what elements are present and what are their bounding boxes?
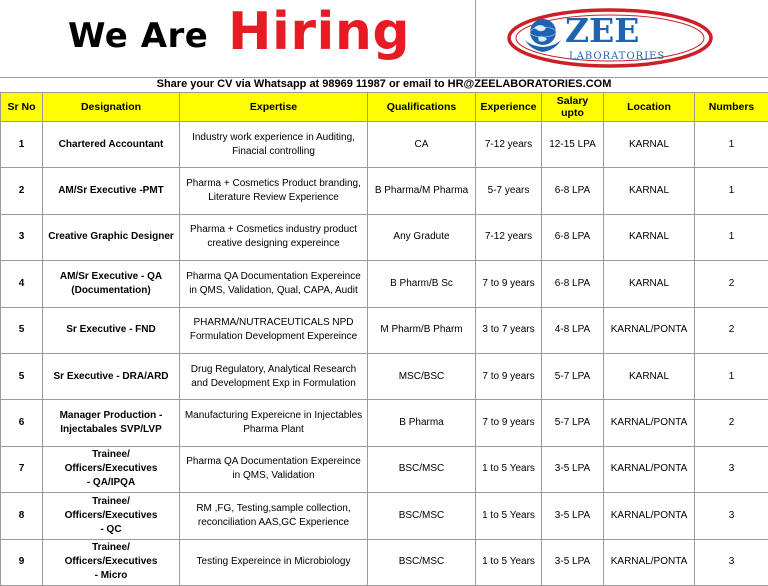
cell-sr-no: 9 bbox=[1, 539, 43, 585]
cell-experience: 7 to 9 years bbox=[476, 261, 542, 307]
table-header-row bbox=[1, 93, 768, 122]
col-expertise: Expertise bbox=[180, 93, 368, 122]
cell-designation-line: Trainee/ Officers/Executives bbox=[64, 542, 158, 568]
cell-expertise bbox=[180, 400, 368, 446]
cell-salary: 4-8 LPA bbox=[542, 307, 604, 353]
cell-designation bbox=[43, 493, 180, 539]
col-qualifications: Qualifications bbox=[368, 93, 476, 122]
col-designation: Designation bbox=[43, 93, 180, 122]
cell-designation-line: AM/Sr Executive -PMT bbox=[58, 185, 164, 197]
cell-expertise bbox=[180, 539, 368, 585]
cell-salary: 5-7 LPA bbox=[542, 400, 604, 446]
zee-laboratories-logo bbox=[505, 4, 715, 72]
cell-expertise bbox=[180, 122, 368, 168]
cell-expertise-line: Pharma QA Documentation Expereince bbox=[186, 270, 361, 282]
cell-qualification: BSC/MSC bbox=[368, 446, 476, 492]
cell-location: KARNAL bbox=[604, 214, 695, 260]
cell-expertise-line: Testing Expereince in Microbiology bbox=[196, 556, 351, 568]
cell-expertise-line: in QMS, Validation, Qual, CAPA, Audit bbox=[189, 284, 358, 296]
cell-expertise-line: PHARMA/NUTRACEUTICALS NPD bbox=[193, 317, 354, 329]
cell-expertise-line: RM ,FG, Testing,sample collection, bbox=[196, 502, 351, 514]
cell-sr-no: 1 bbox=[1, 122, 43, 168]
cell-qualification: CA bbox=[368, 122, 476, 168]
table-row bbox=[1, 307, 768, 353]
cell-location: KARNAL/PONTA bbox=[604, 307, 695, 353]
cell-designation-line: Sr Executive - FND bbox=[66, 324, 156, 336]
cell-expertise-line: Pharma + Cosmetics industry product bbox=[189, 224, 357, 236]
logo-brand-text: ZEE bbox=[565, 11, 640, 50]
cell-expertise bbox=[180, 353, 368, 399]
cell-salary: 3-5 LPA bbox=[542, 539, 604, 585]
cell-location: KARNAL bbox=[604, 168, 695, 214]
cell-experience: 1 to 5 Years bbox=[476, 539, 542, 585]
jobs-table bbox=[0, 92, 768, 586]
headline bbox=[0, 0, 475, 77]
cell-designation-line: Trainee/ Officers/Executives bbox=[64, 449, 158, 475]
cell-expertise-line: Literature Review Experience bbox=[208, 192, 339, 204]
cell-numbers: 3 bbox=[695, 539, 768, 585]
col-sr-no: Sr No bbox=[1, 93, 43, 122]
cell-expertise bbox=[180, 446, 368, 492]
cell-numbers: 3 bbox=[695, 493, 768, 539]
cell-expertise-line: Finacial controlling bbox=[232, 145, 315, 157]
cell-sr-no: 6 bbox=[1, 400, 43, 446]
cell-designation-line: Trainee/ Officers/Executives bbox=[64, 495, 158, 521]
table-row bbox=[1, 122, 768, 168]
cell-experience: 1 to 5 Years bbox=[476, 493, 542, 539]
col-salary: Salary upto bbox=[542, 93, 604, 122]
table-row bbox=[1, 353, 768, 399]
cell-designation bbox=[43, 261, 180, 307]
cell-designation-line: Creative Graphic Designer bbox=[48, 231, 174, 243]
cell-designation-line: (Documentation) bbox=[71, 284, 151, 296]
cell-numbers: 2 bbox=[695, 261, 768, 307]
cell-designation bbox=[43, 307, 180, 353]
cell-designation bbox=[43, 168, 180, 214]
cell-salary: 12-15 LPA bbox=[542, 122, 604, 168]
cell-designation bbox=[43, 122, 180, 168]
col-experience: Experience bbox=[476, 93, 542, 122]
cell-expertise-line: and Development Exp in Formulation bbox=[191, 377, 356, 389]
cell-qualification: B Pharma/M Pharma bbox=[368, 168, 476, 214]
table-row bbox=[1, 400, 768, 446]
cell-salary: 3-5 LPA bbox=[542, 446, 604, 492]
cell-qualification: Any Gradute bbox=[368, 214, 476, 260]
cell-experience: 3 to 7 years bbox=[476, 307, 542, 353]
cell-expertise bbox=[180, 261, 368, 307]
cell-numbers: 1 bbox=[695, 168, 768, 214]
cell-expertise-line: Manufacturing Expereicne in Injectables bbox=[184, 410, 363, 422]
cell-location: KARNAL bbox=[604, 353, 695, 399]
headline-hiring: Hiring bbox=[228, 2, 411, 62]
table-row bbox=[1, 261, 768, 307]
cell-expertise-line: Formulation Development Expereince bbox=[189, 331, 358, 343]
cell-salary: 3-5 LPA bbox=[542, 493, 604, 539]
cell-salary: 6-8 LPA bbox=[542, 261, 604, 307]
cell-sr-no: 8 bbox=[1, 493, 43, 539]
cell-location: KARNAL bbox=[604, 122, 695, 168]
table-row bbox=[1, 214, 768, 260]
cell-expertise-line: creative designing expereince bbox=[207, 238, 340, 250]
cell-expertise-line: Pharma + Cosmetics Product branding, bbox=[186, 178, 361, 190]
cell-location: KARNAL/PONTA bbox=[604, 446, 695, 492]
headline-we-are: We Are bbox=[68, 16, 209, 56]
cell-expertise-line: in QMS, Validation bbox=[232, 470, 315, 482]
cell-salary: 6-8 LPA bbox=[542, 168, 604, 214]
cell-expertise bbox=[180, 307, 368, 353]
cell-numbers: 3 bbox=[695, 446, 768, 492]
cell-designation-line: - QC bbox=[100, 523, 122, 535]
cell-experience: 1 to 5 Years bbox=[476, 446, 542, 492]
col-location: Location bbox=[604, 93, 695, 122]
cell-numbers: 1 bbox=[695, 353, 768, 399]
cell-designation bbox=[43, 214, 180, 260]
header-divider bbox=[475, 0, 476, 77]
share-cv-note: Share your CV via Whatsapp at 98969 11987 or email to HR@ZEELABORATORIES.COM bbox=[156, 78, 612, 90]
cell-designation-line: - Micro bbox=[94, 570, 128, 582]
cell-designation-line: - QA/IPQA bbox=[86, 477, 136, 489]
cell-designation bbox=[43, 353, 180, 399]
cell-expertise-line: Pharma Plant bbox=[243, 424, 304, 436]
cell-salary: 6-8 LPA bbox=[542, 214, 604, 260]
cell-location: KARNAL/PONTA bbox=[604, 539, 695, 585]
cell-salary: 5-7 LPA bbox=[542, 353, 604, 399]
cell-qualification: B Pharma bbox=[368, 400, 476, 446]
cell-expertise-line: Industry work experience in Auditing, bbox=[192, 131, 355, 143]
cell-qualification: MSC/BSC bbox=[368, 353, 476, 399]
cell-expertise bbox=[180, 493, 368, 539]
cell-designation-line: Manager Production - bbox=[59, 410, 163, 422]
poster-header bbox=[0, 0, 768, 78]
cell-experience: 5-7 years bbox=[476, 168, 542, 214]
cell-qualification: B Pharm/B Sc bbox=[368, 261, 476, 307]
cell-numbers: 1 bbox=[695, 214, 768, 260]
cell-experience: 7-12 years bbox=[476, 122, 542, 168]
cell-numbers: 2 bbox=[695, 307, 768, 353]
cell-expertise-line: Pharma QA Documentation Expereince bbox=[186, 456, 361, 468]
cell-numbers: 2 bbox=[695, 400, 768, 446]
cell-designation bbox=[43, 446, 180, 492]
cell-qualification: M Pharm/B Pharm bbox=[368, 307, 476, 353]
cell-experience: 7 to 9 years bbox=[476, 353, 542, 399]
cell-sr-no: 7 bbox=[1, 446, 43, 492]
cell-sr-no: 3 bbox=[1, 214, 43, 260]
cell-experience: 7 to 9 years bbox=[476, 400, 542, 446]
cell-sr-no: 5 bbox=[1, 307, 43, 353]
table-row bbox=[1, 168, 768, 214]
cell-qualification: BSC/MSC bbox=[368, 493, 476, 539]
table-row bbox=[1, 493, 768, 539]
cell-sr-no: 2 bbox=[1, 168, 43, 214]
jobs-table-body bbox=[1, 122, 768, 586]
globe-icon bbox=[530, 19, 556, 45]
cell-numbers: 1 bbox=[695, 122, 768, 168]
cell-designation-line: Chartered Accountant bbox=[58, 138, 164, 150]
cell-location: KARNAL/PONTA bbox=[604, 493, 695, 539]
cell-location: KARNAL/PONTA bbox=[604, 400, 695, 446]
cell-designation-line: AM/Sr Executive - QA bbox=[59, 270, 163, 282]
cell-expertise-line: Drug Regulatory, Analytical Research bbox=[190, 363, 357, 375]
table-row bbox=[1, 446, 768, 492]
cell-designation-line: Injectabales SVP/LVP bbox=[60, 424, 162, 436]
table-row bbox=[1, 539, 768, 585]
cell-sr-no: 4 bbox=[1, 261, 43, 307]
cell-location: KARNAL bbox=[604, 261, 695, 307]
cell-sr-no: 5 bbox=[1, 353, 43, 399]
cell-designation bbox=[43, 400, 180, 446]
cell-designation bbox=[43, 539, 180, 585]
cell-expertise-line: reconciliation AAS,GC Experience bbox=[197, 516, 350, 528]
cell-designation-line: Sr Executive - DRA/ARD bbox=[53, 370, 169, 382]
col-numbers: Numbers bbox=[695, 93, 768, 122]
cell-qualification: BSC/MSC bbox=[368, 539, 476, 585]
cell-expertise bbox=[180, 168, 368, 214]
cell-expertise bbox=[180, 214, 368, 260]
cell-experience: 7-12 years bbox=[476, 214, 542, 260]
logo-subtitle-text: LABORATORIES bbox=[569, 51, 666, 62]
